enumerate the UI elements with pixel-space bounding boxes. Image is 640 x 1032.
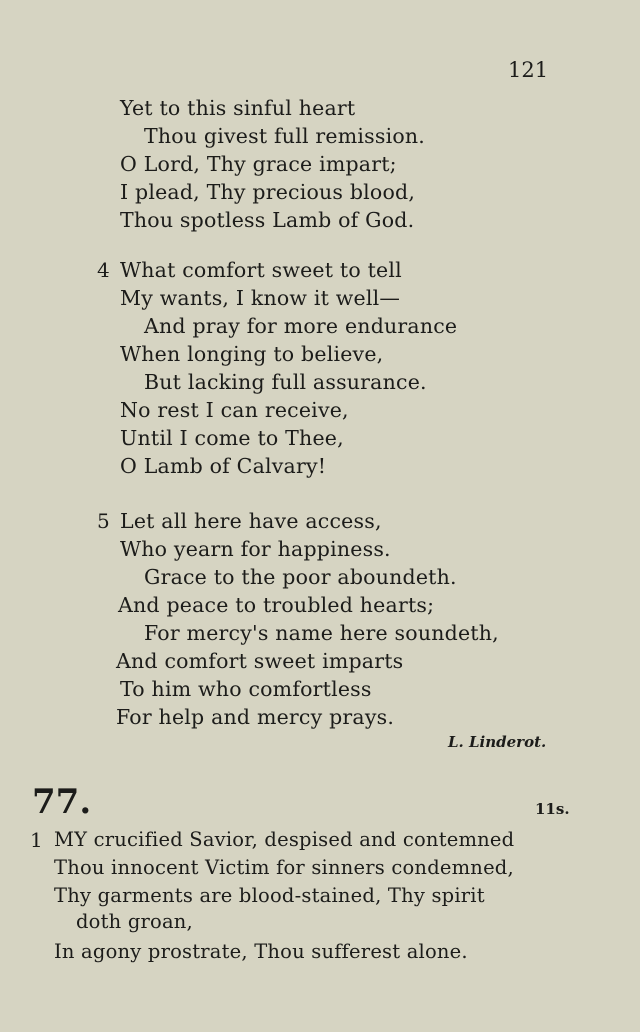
- verse-line: Until I come to Thee,: [120, 426, 344, 450]
- verse-line: For mercy's name here soundeth,: [144, 621, 499, 645]
- stanza-number: 5: [97, 509, 110, 533]
- verse-line: For help and mercy prays.: [116, 705, 395, 729]
- verse-line: No rest I can receive,: [120, 398, 349, 422]
- verse-line: Let all here have access,: [120, 509, 382, 533]
- verse-line: MY crucified Savior, despised and contemned: [54, 828, 515, 851]
- verse-line: doth groan,: [76, 910, 193, 933]
- verse-line: But lacking full assurance.: [144, 370, 427, 394]
- verse-line: When longing to believe,: [120, 342, 384, 366]
- verse-line: O Lamb of Calvary!: [120, 454, 327, 478]
- verse-line: Thou givest full remission.: [144, 124, 426, 148]
- verse-line: To him who comfortless: [120, 677, 372, 701]
- verse-line: Grace to the poor aboundeth.: [144, 565, 457, 589]
- verse-line: Thou spotless Lamb of God.: [120, 208, 415, 232]
- verse-line: In agony prostrate, Thou sufferest alone.: [54, 940, 468, 963]
- hymn-meter: 11s.: [535, 800, 570, 818]
- verse-line: And comfort sweet imparts: [116, 649, 404, 673]
- verse-line: What comfort sweet to tell: [120, 258, 402, 282]
- verse-line: Who yearn for happiness.: [120, 537, 391, 561]
- stanza-number: 4: [97, 258, 110, 282]
- verse-line: I plead, Thy precious blood,: [120, 180, 416, 204]
- verse-line: And pray for more endurance: [144, 314, 458, 338]
- verse-line: Thy garments are blood-stained, Thy spirit: [54, 884, 485, 907]
- verse-line: Thou innocent Victim for sinners condemned,: [54, 856, 514, 879]
- stanza-number: 1: [30, 828, 43, 852]
- page-number: 121: [508, 58, 549, 82]
- verse-line: And peace to troubled hearts;: [118, 593, 435, 617]
- verse-line: My wants, I know it well—: [120, 286, 401, 310]
- hymn-number: 77.: [32, 782, 92, 822]
- author-attribution: L. Linderot.: [448, 733, 547, 751]
- verse-line: Yet to this sinful heart: [120, 96, 356, 120]
- verse-line: O Lord, Thy grace impart;: [120, 152, 397, 176]
